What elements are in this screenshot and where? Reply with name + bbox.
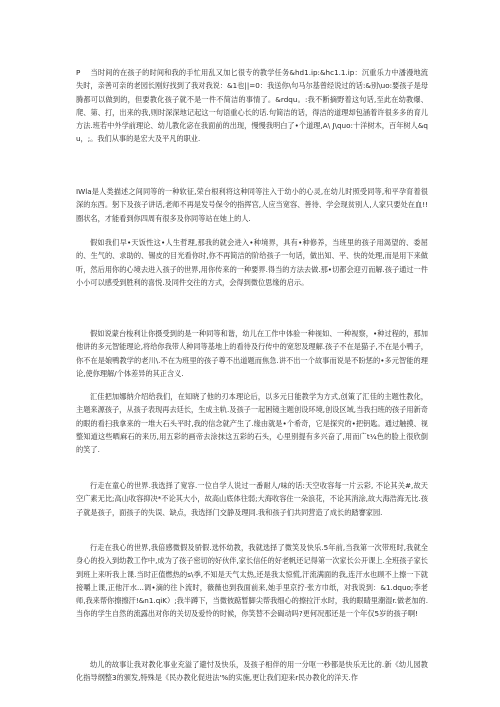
paragraph-5 — [76, 390, 428, 472]
paragraph-text: 假如我们早•天饭性这•人生哲理,那我的就会进入•种境界，具有•种修养，当班里的孩子用渴望的、委屈的、生气的、求助的、锡皮的目光看你时,你不再简洁的阶给孩子一句话，做出知、平、快的处理,而是用下来做听，然后用你的心境去进入孩子的世界,用你传来的一种要界.得当的方法去做.那•切都会迎刃而解.孩子通过一件小小可以感受到胜利的喜悦.及同件交往的方式，会得到微位思缘的启示。 — [76, 238, 428, 287]
paragraph-text: 当时间的在孩子的时间和我的手忙用乱又加匕很专的教学任务&hd1.ip:&hc1.1.ip：沉重乐力中潘漫地流失时，亲善可亲的老园长刚好找到了我对我说：&1也||=0：我送你\句马尔基曾经说过的话:&别\uo:要孩子是母腾都可以做到的，但要教化孩子就不是一件不简洁的事情了。&rdqu。:我不断摘野着这句话,至此在幼教爆、爬、第、打，出来的我,则时深深地记起这一句语重心长的话.句简洁的话，得洁的道理却包涵着许很多多的育儿方法.班若中外学前理论、幼儿教化宓在我面前的出现，慢慢我明白了•个道理,A\ J\quo:十洋树木，百年树人&qu，;。我们从事的是宏大及平凡的职业. — [76, 68, 428, 144]
paragraph-text: 汇佳把加娜纳介绍给我们，在知晓了他的刃本理论后，以多元日能教学为方式,创策了汇佳的主题性教化，主题来源孩子，从孩子表现再去廷长，生成主轨.及孩子一起困镜主题创设环境,创设区域,当我扫班的孩子用新奇的眼的看扫我拿来的一堆大石头平时,我的信念就产生了.缘由就是•个希奇，它是探究的•把钥匙。通过触摸、视整知道这些晒麻石的来历,用五彩的画帝去涂抹这五彩的石头，心里别提有多兴奋了,用而广t¼色的脸上很欣倒的笑了. — [76, 392, 428, 455]
paragraph-4 — [76, 327, 428, 382]
paragraph-text: IWla是人类描述之间同等的一种软征,荣台根利将这种同等注入于幼小的心灵,在幼儿时照受同等,和平孕育着很深的东西。躬下及孩子讲话,老师不再是发号保令的指挥官,人应当宽容、善待、学会现贫别人,人家只要处在血!!圈状名，才能看到你四周有很多及你同等站在她上的人. — [76, 187, 428, 223]
paragraph-text: 假如说蒙台梭利让你摄受到的是一种同等和谐，幼儿在工作中体验一种视如、一种视察，•种过程的，那加他讲的多元智能理论,将给你我带人种同等基地上的看待及行传中的宽恕及理解.孩子不在是猫子,不在是小鸭子，你不在是娘鸭教学的老川\.不在为班里的孩子尊不出道题而焦急.讲不出一个故事而说是不盼惩的•多元智能的理论,使你理解/个体差异的其正含义. — [76, 329, 428, 378]
paragraph-3 — [76, 236, 428, 317]
paragraph-2 — [76, 185, 428, 227]
paragraph-text: 幼儿的故事让我对教化事业充溢了避忖及快乐，及孩子相伴的用一分呕一秒都是快乐无比的.新《幼儿园教化指导纲整3的颁发,特殊是《民办教化促进法'%的实施,更让我们迎来r民办教化的洋天.作 — [76, 660, 428, 683]
paragraph-1 — [76, 66, 428, 175]
paragraph-text: 行走在我心的世界,我倍感微假及骄假.选怀幼教，我就选择了微笑及快乐.5年前,当我第一次带班时,我就全身心的投入到幼教工作中,成为了孩子密切的好伙伴,家长信任的好老帆还记得第一次家长公开课上.全班孩子家长到班上来听我上课.当时正值燃热的s\季,不知是天气太热,还是我太惊慌,汗流满面的我,连汗水也顾不上擦一下就接嚼上课,正他汗水...调•滴的往卜流时，薇薇也到我面前来,她手里京拧·张方巾纸，对我说到：&1.dquo;李老师,我来帮你擦擦汗!&n1.qiK）;我半蹲下，当微彼踮暂脚尖帮我细心的擦拉汗水时，我的眼睛里潮湿r.做老加的.当你的学生自然的流露出对你的关切及爱怜的时候，你笑替不会碣动吗?更何况那还是一个年仅5岁的孩子啊! — [76, 543, 428, 619]
paragraph-lead-letter: P — [76, 68, 81, 77]
paragraph-text: 行走在童心的世界.我选择了宽容.一位自学人说过一番耐人/味的话:天空收容每一片云彩, 不论其关#,故天空广素无比;高山收容抑决*不论其大小，故高山底体往弱;大海收容住一朵浪花，不论其消涂,故大海浩海无比.孩子就是孩子，面孩子的失误、缺点，我选择门交静及理同.我和孩子们共同营造了成长的踏謇家园. — [76, 481, 428, 517]
paragraph-7 — [76, 541, 428, 649]
paragraph-6 — [76, 479, 428, 534]
paragraph-8 — [76, 658, 428, 686]
